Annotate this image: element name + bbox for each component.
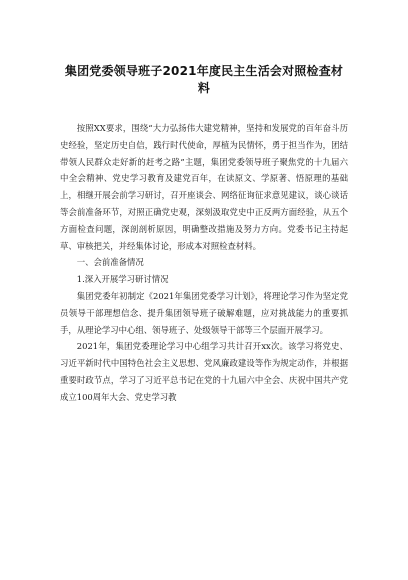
intro-paragraph: 按照XX要求，围绕“大力弘扬伟大建党精神，坚持和发展党的百年奋斗历史经验，坚定历史自信，践行时代使命，厚植为民情怀，勇于担当作为，团结带领人民群众走好新的赶考之路”主题，集团党委领导班子聚焦党的十九届六中全会精神、党史学习教育及建党百年，在读原文、学原著、悟原理的基础上，相继开展会前学习研讨，召开座谈会、网络征询征求意见建议，谈心谈话等会前准备环节，对照正确党史观，深刻汲取党史中正反两方面经验，从五个方面检查问题，深剖剖析原因，明确整改措施及努力方向。党委书记主持起草、审核把关，并经集体讨论，形成本对照检查材料。 <box>60 123 348 251</box>
subsection-heading: 1.深入开展学习研讨情况 <box>76 274 169 285</box>
document-title: 集团党委领导班子2021年度民主生活会对照检查材料 <box>64 64 344 95</box>
document-body <box>60 120 348 406</box>
body-paragraph: 2021年，集团党委理论学习中心组学习共计召开xx次。该学习将党史、习近平新时代中国特色社会主义思想、党风廉政建设等作为规定动作，并根据重要时政节点，学习了习近平总书记在党的十九届六中全会、庆祝中国共产党成立100周年大会、党史学习教 <box>60 341 348 402</box>
section-heading: 一、会前准备情况 <box>76 257 144 268</box>
body-paragraph: 集团党委年初制定《2021年集团党委学习计划》，将理论学习作为坚定党员领导干部理想信念、提升集团领导班子破解难题，应对挑战能力的重要抓手，从理论学习中心组、领导班子、处级领导干部等三个层面开展学习。 <box>60 290 348 335</box>
